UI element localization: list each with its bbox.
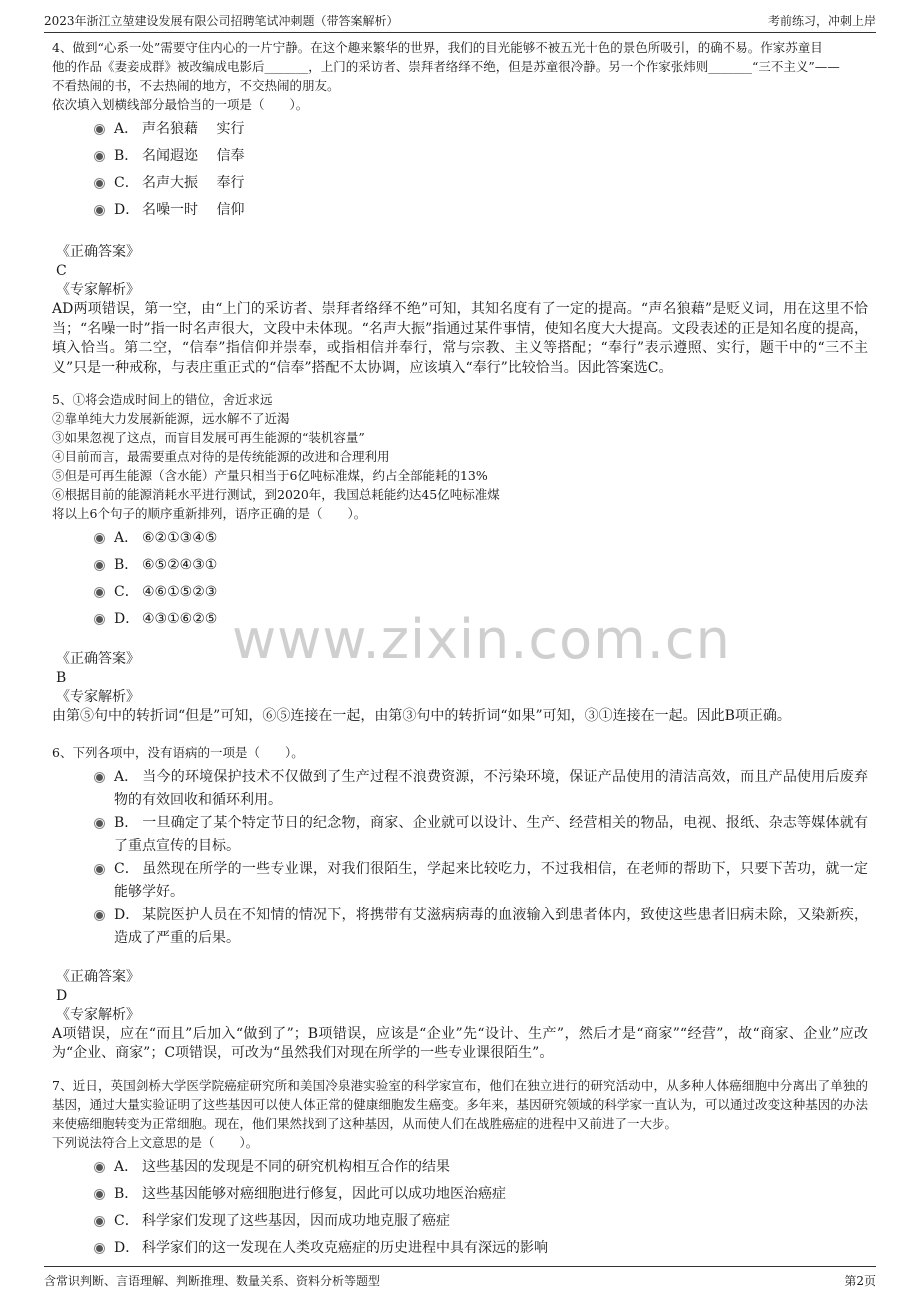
question-stem-line: 7、近日，英国剑桥大学医学院癌症研究所和美国冷泉港实验室的科学家宣布，他们在独立进行的研究活动中，从多种人体癌细胞中分离出了单独的基因，通过大量实验证明了这些基因可以使人体正常的健康细胞发生癌变。多年来，基因研究领域的科学家一直认为，可以通过改变这种基因的办法来使癌细胞转变为正常细胞。现在，他们果然找到了这种基因，从而使人们在战胜癌症的进程中又前进了一大步。	[52, 1077, 868, 1131]
radio-button[interactable]	[94, 1216, 105, 1227]
page-header	[44, 10, 876, 33]
answer-block	[56, 968, 868, 1025]
option-d[interactable]: D． ④③①⑥②⑤	[92, 608, 868, 630]
radio-button[interactable]	[94, 205, 105, 216]
option-c[interactable]: C． 名声大振 奉行	[92, 172, 868, 194]
answer-label: 《正确答案》	[56, 244, 140, 260]
analysis-text: A项错误，应在“而且”后加入“做到了”；B项错误，应该是“企业”先“设计、生产”，然后才是“商家”“经营”，故“商家、企业”应改为“企业、商家”；C项错误，可改为“虽然我们对现在所学的一些专业课很陌生”。	[52, 1025, 868, 1061]
answer-value: C	[56, 263, 67, 279]
option-b[interactable]: B． 名闻遐迩 信奉	[92, 145, 868, 167]
question-stem-line: ②靠单纯大力发展新能源，远水解不了近渴	[52, 411, 290, 426]
radio-button[interactable]	[94, 1162, 105, 1173]
analysis-text: 由第⑤句中的转折词“但是”可知，⑥⑤连接在一起，由第③句中的转折词“如果”可知，③①连接在一起。因此B项正确。	[52, 708, 791, 724]
option-c[interactable]: C． 虽然现在所学的一些专业课，对我们很陌生，学起来比较吃力，不过我相信，在老师的帮助下，只要下苦功，就一定能够学好。	[92, 858, 868, 904]
analysis-label: 《专家解析》	[56, 689, 140, 705]
analysis-text: AD两项错误，第一空，由“上门的采访者、崇拜者络绎不绝”可知，其知名度有了一定的提高。“声名狼藉”是贬义词，用在这里不恰当；“名噪一时”指一时名声很大，文段中未体现。“名声大振”指通过某件事情，使知名度大大提高。文段表述的正是知名度的提高，填入恰当。第二空，“信奉”指信仰并崇奉，或指相信并奉行，常与宗教、主义等搭配；“奉行”表示遵照、实行，题干中的“三不主义”只是一种戒称，与表庄重正式的“信奉”搭配不太协调，应该填入“奉行”比较恰当。因此答案选C。	[52, 301, 868, 376]
radio-button[interactable]	[94, 151, 105, 162]
options-group	[92, 1156, 868, 1259]
question-stem-line: ④目前而言，最需要重点对待的是传统能源的改进和合理利用	[52, 449, 390, 464]
question-stem-line: 5、①将会造成时间上的错位，舍近求远	[52, 392, 273, 407]
option-b[interactable]: B． ⑥⑤②④③①	[92, 554, 868, 576]
question-stem-line: 他的作品《妻妾成群》被改编成电影后_______，上门的采访者、崇拜者络绎不绝，但是苏童很冷静。另一个作家张炜则_______“三不主义”——	[52, 59, 840, 74]
option-d[interactable]: D． 名噪一时 信仰	[92, 199, 868, 221]
option-a[interactable]: A． 这些基因的发现是不同的研究机构相互合作的结果	[92, 1156, 868, 1178]
question-5	[52, 390, 868, 727]
radio-button[interactable]	[94, 587, 105, 598]
question-stem-line: 6、下列各项中，没有语病的一项是（ ）。	[52, 744, 304, 760]
radio-button[interactable]	[94, 1243, 105, 1254]
radio-button[interactable]	[94, 910, 105, 921]
question-4	[52, 38, 868, 378]
options-group	[92, 527, 868, 630]
analysis-label: 《专家解析》	[56, 1006, 140, 1023]
radio-button[interactable]	[94, 818, 105, 829]
question-stem-line: 不看热闹的书，不去热闹的地方，不交热闹的朋友。	[52, 78, 340, 93]
analysis-label: 《专家解析》	[56, 282, 140, 298]
question-stem-line: 将以上6个句子的顺序重新排列，语序正确的是（ ）。	[52, 506, 367, 521]
question-7	[52, 1076, 868, 1259]
question-stem-line: ⑥根据目前的能源消耗水平进行测试，到2020年，我国总耗能约达45亿吨标准煤	[52, 487, 500, 502]
question-stem-line: 依次填入划横线部分最恰当的一项是（ ）。	[52, 97, 309, 112]
options-group	[92, 766, 868, 950]
option-a[interactable]: A． ⑥②①③④⑤	[92, 527, 868, 549]
radio-button[interactable]	[94, 560, 105, 571]
answer-value: B	[56, 670, 67, 686]
header-slogan: 考前练习，冲刺上岸	[767, 14, 876, 28]
answer-value: D	[56, 987, 68, 1004]
question-stem-line: 4、做到“心系一处”需要守住内心的一片宁静。在这个趣来繁华的世界，我们的目光能够不被五光十色的景色所吸引，的确不易。作家苏童目	[52, 40, 823, 55]
option-a[interactable]: A． 声名狼藉 实行	[92, 118, 868, 140]
question-6	[52, 743, 868, 1064]
option-c[interactable]: C． ④⑥①⑤②③	[92, 581, 868, 603]
option-d[interactable]: D． 科学家们的这一发现在人类攻克癌症的历史进程中具有深远的影响	[92, 1237, 868, 1259]
radio-button[interactable]	[94, 178, 105, 189]
answer-label: 《正确答案》	[56, 968, 140, 985]
radio-button[interactable]	[94, 864, 105, 875]
page-number: 第2页	[844, 1274, 876, 1288]
document-title: 2023年浙江立堃建设发展有限公司招聘笔试冲刺题（带答案解析）	[44, 14, 399, 28]
option-d[interactable]: D． 某院医护人员在不知情的情况下，将携带有艾滋病病毒的血液输入到患者体内，致使这些患者旧病未除，又染新疾，造成了严重的后果。	[92, 904, 868, 950]
radio-button[interactable]	[94, 533, 105, 544]
options-group	[92, 118, 868, 221]
option-b[interactable]: B． 一旦确定了某个特定节日的纪念物，商家、企业就可以设计、生产、经营相关的物品，电视、报纸、杂志等媒体就有了重点宣传的目标。	[92, 812, 868, 858]
answer-block	[56, 650, 868, 707]
option-b[interactable]: B． 这些基因能够对癌细胞进行修复，因此可以成功地医治癌症	[92, 1183, 868, 1205]
option-a[interactable]: A． 当今的环境保护技术不仅做到了生产过程不浪费资源，不污染环境，保证产品使用的清洁高效，而且产品使用后废弃物的有效回收和循环利用。	[92, 766, 868, 812]
radio-button[interactable]	[94, 614, 105, 625]
question-stem-line: ⑤但是可再生能源（含水能）产量只相当于6亿吨标准煤，约占全部能耗的13%	[52, 468, 488, 483]
option-c[interactable]: C． 科学家们发现了这些基因，因而成功地克服了癌症	[92, 1210, 868, 1232]
footer-topics: 含常识判断、言语理解、判断推理、数量关系、资料分析等题型	[44, 1274, 381, 1288]
radio-button[interactable]	[94, 1189, 105, 1200]
question-stem-line: 下列说法符合上文意思的是（ ）。	[52, 1134, 259, 1150]
question-list	[52, 38, 868, 1264]
answer-block	[56, 243, 868, 300]
watermark: www.zixin.com.cn	[232, 608, 731, 671]
answer-label: 《正确答案》	[56, 651, 140, 667]
radio-button[interactable]	[94, 772, 105, 783]
page-footer	[44, 1266, 876, 1291]
question-stem-line: ③如果忽视了这点，而盲目发展可再生能源的“装机容量”	[52, 430, 365, 445]
radio-button[interactable]	[94, 124, 105, 135]
